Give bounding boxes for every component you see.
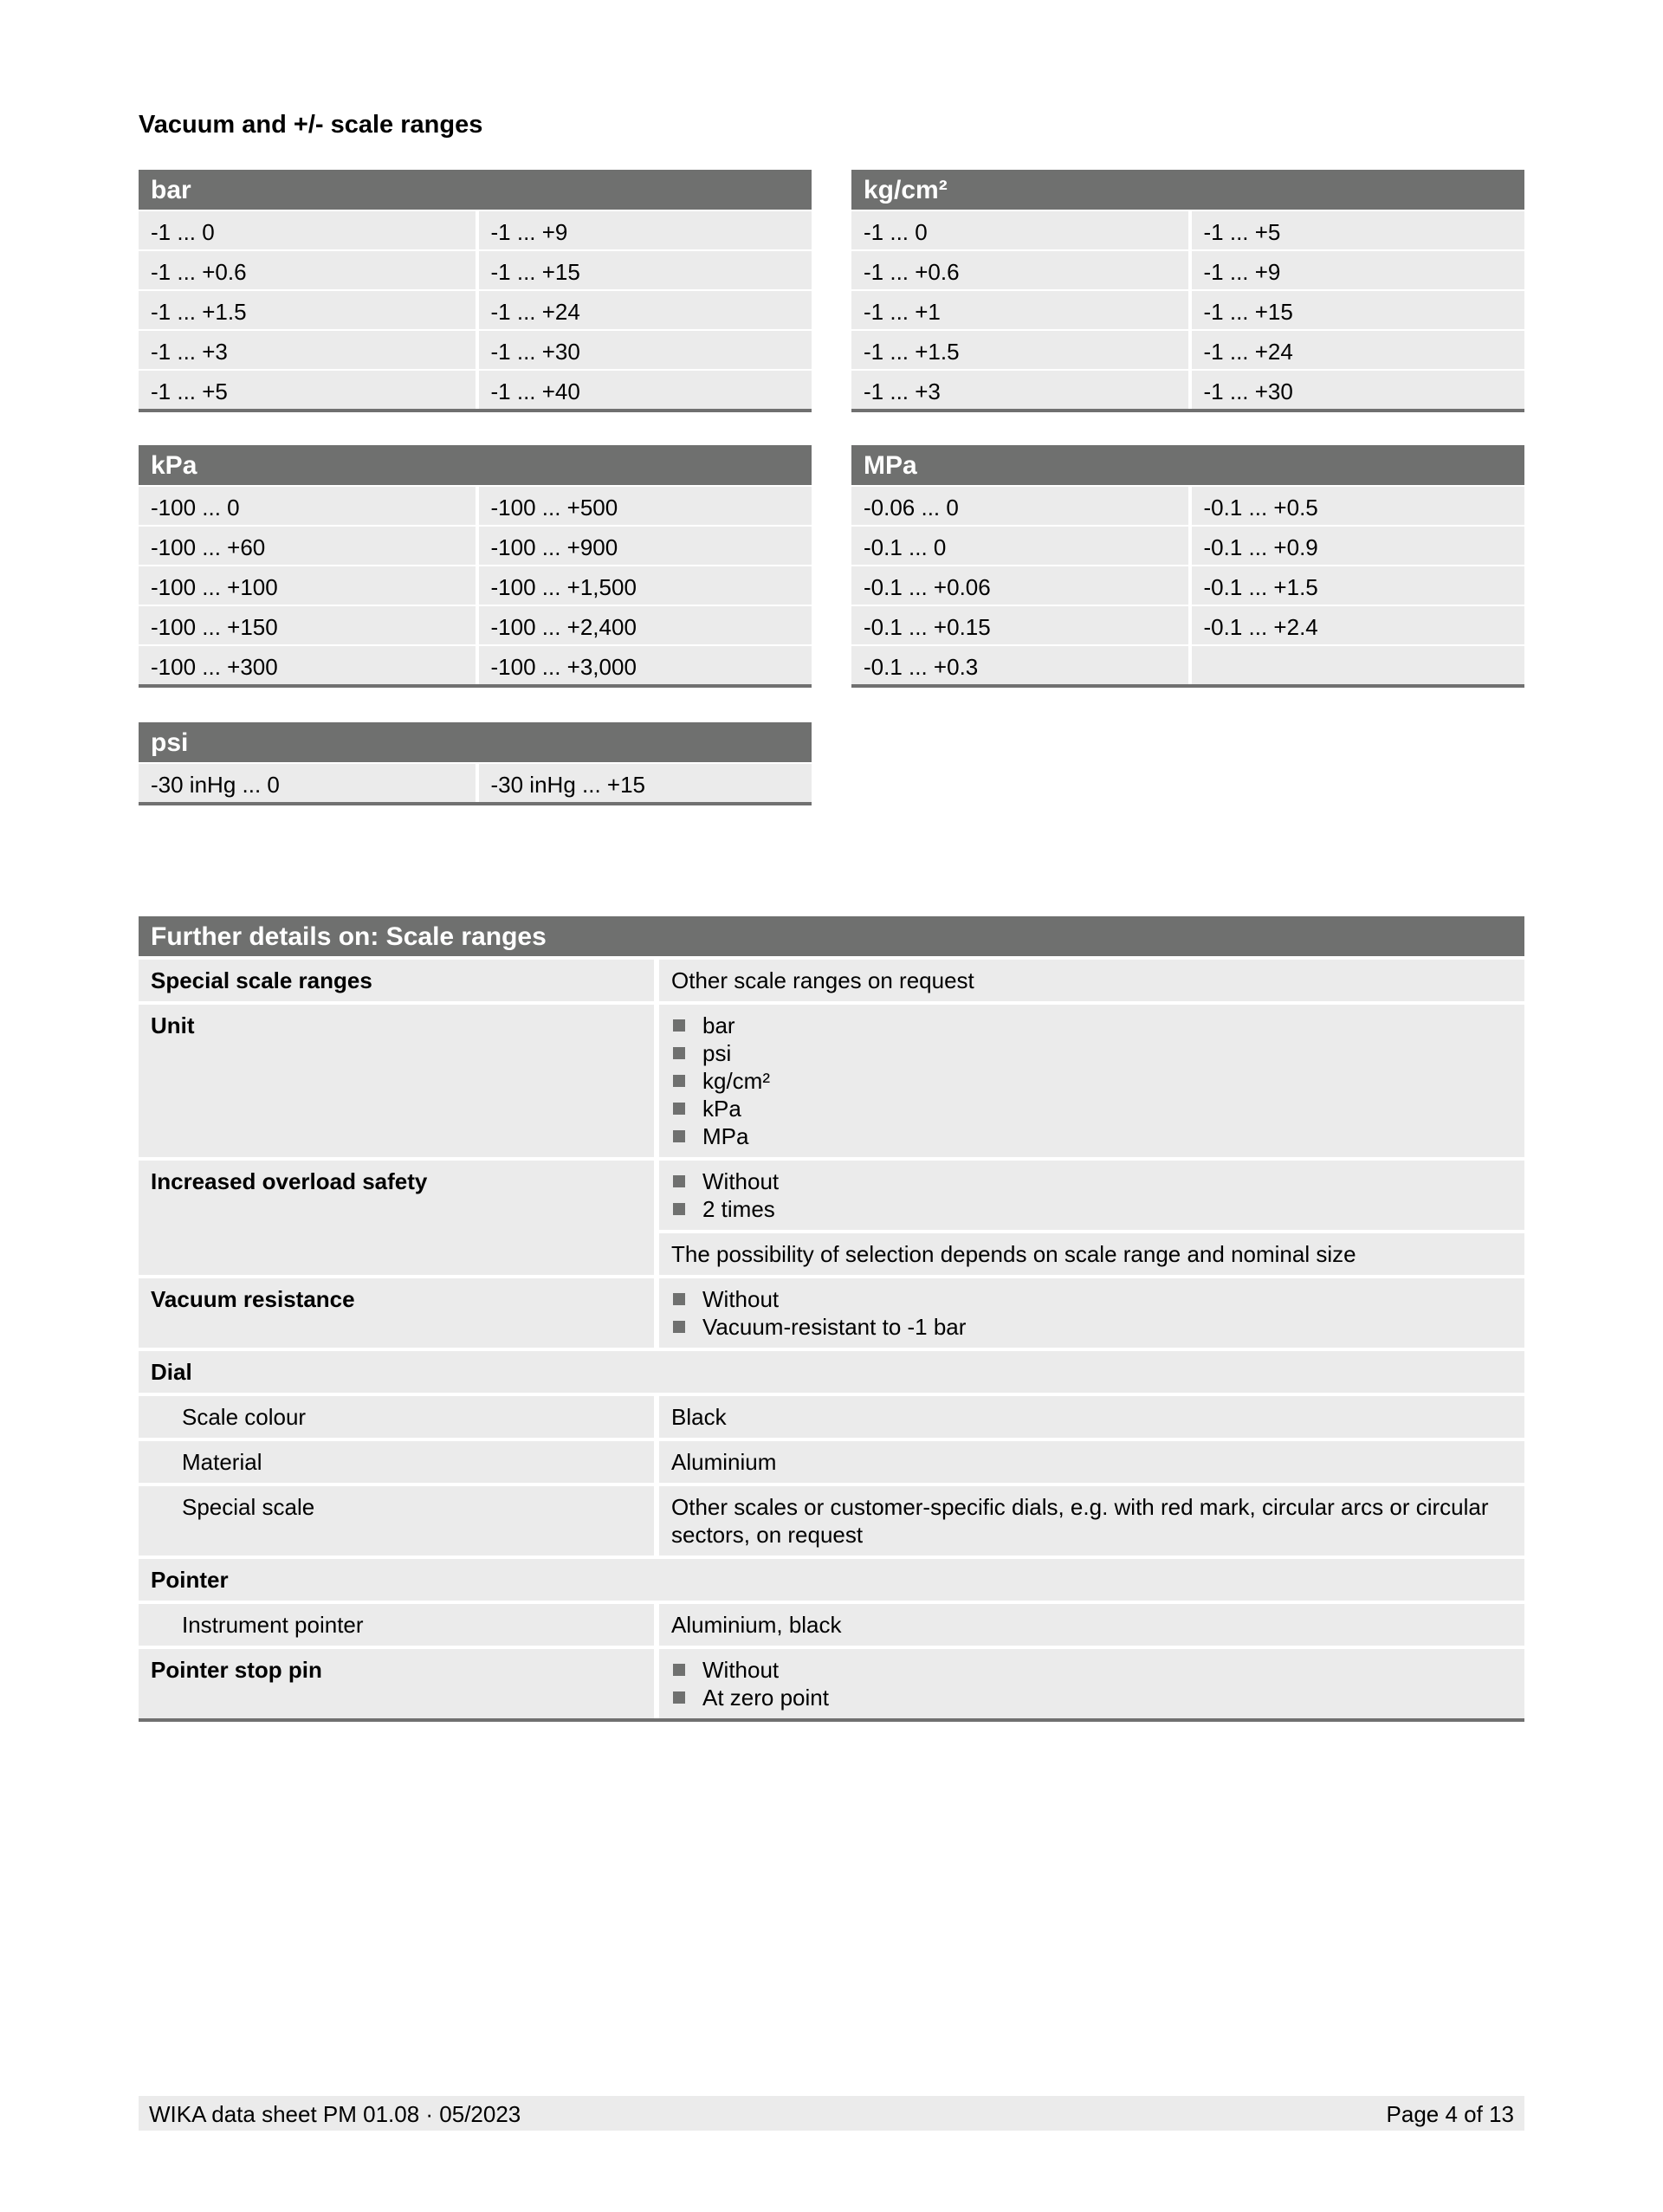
list-item xyxy=(671,1684,1512,1711)
table-row xyxy=(851,485,1524,525)
table-cell: -0.06 ... 0 xyxy=(851,485,1188,525)
details-row-instrument-pointer xyxy=(139,1601,1524,1646)
table-row xyxy=(851,329,1524,369)
list-item xyxy=(671,1067,1512,1095)
list-item-text: kg/cm² xyxy=(702,1068,770,1094)
table-row xyxy=(851,249,1524,289)
mpa-scale-table xyxy=(851,445,1524,688)
details-row-special-scale xyxy=(139,1483,1524,1556)
list-item-text: Without xyxy=(702,1657,780,1683)
psi-scale-table xyxy=(139,722,812,805)
row-label: Increased overload safety xyxy=(139,1157,654,1275)
list-item xyxy=(671,1285,1512,1313)
table-row xyxy=(851,565,1524,605)
bar-scale-table xyxy=(139,170,812,412)
table-row xyxy=(139,249,812,289)
table-cell: -1 ... +24 xyxy=(476,289,812,329)
row-value: Aluminium, black xyxy=(659,1604,1524,1646)
list-item-text: Without xyxy=(702,1168,780,1194)
table-cell: -1 ... +30 xyxy=(476,329,812,369)
table-cell: -100 ... +100 xyxy=(139,565,476,605)
list-item-text: bar xyxy=(702,1012,735,1038)
row-value xyxy=(659,1649,1524,1718)
row-value xyxy=(659,1005,1524,1157)
list-item-text: At zero point xyxy=(702,1685,829,1711)
row-value: Aluminium xyxy=(659,1441,1524,1483)
table-cell: -100 ... +2,400 xyxy=(476,605,812,644)
table-cell: -0.1 ... +0.15 xyxy=(851,605,1188,644)
bullet-square-icon xyxy=(673,1203,685,1215)
table-cell: -1 ... +3 xyxy=(139,329,476,369)
list-item xyxy=(671,1095,1512,1122)
bullet-square-icon xyxy=(673,1019,685,1032)
table-cell: -1 ... +40 xyxy=(476,369,812,409)
table-cell: -0.1 ... +0.06 xyxy=(851,565,1188,605)
table-cell: -1 ... +15 xyxy=(476,249,812,289)
row-value: Other scales or customer-specific dials, e.g. with red mark, circular arcs or circular sectors, on request xyxy=(659,1486,1524,1556)
table-cell: -100 ... 0 xyxy=(139,485,476,525)
page-footer xyxy=(139,2096,1524,2131)
table-cell: -100 ... +300 xyxy=(139,644,476,684)
row-label: Special scale xyxy=(139,1483,654,1556)
row-value-cell xyxy=(654,956,1524,1001)
bullet-square-icon xyxy=(673,1321,685,1333)
table-row xyxy=(851,210,1524,249)
list-item-text: kPa xyxy=(702,1096,741,1122)
section-label: Dial xyxy=(139,1348,1524,1393)
table-cell: -30 inHg ... +15 xyxy=(476,762,812,802)
row-label: Special scale ranges xyxy=(139,956,654,1001)
row-value-cell xyxy=(654,1275,1524,1348)
table-cell: -1 ... +1.5 xyxy=(851,329,1188,369)
table-cell: -1 ... +15 xyxy=(1188,289,1525,329)
table-cell: -0.1 ... +0.3 xyxy=(851,644,1188,684)
details-row-dial xyxy=(139,1348,1524,1393)
details-row-pointer-stop-pin xyxy=(139,1646,1524,1718)
details-row-unit xyxy=(139,1001,1524,1157)
row-value-cell xyxy=(654,1646,1524,1718)
bullet-square-icon xyxy=(673,1175,685,1187)
row-value-cell xyxy=(654,1601,1524,1646)
row-note: The possibility of selection depends on scale range and nominal size xyxy=(659,1230,1524,1275)
details-row-special-scale-ranges xyxy=(139,956,1524,1001)
bullet-square-icon xyxy=(673,1691,685,1704)
row-label: Pointer stop pin xyxy=(139,1646,654,1718)
details-header: Further details on: Scale ranges xyxy=(139,916,1524,956)
list-item xyxy=(671,1195,1512,1223)
row-value-cell xyxy=(654,1393,1524,1438)
details-row-scale-colour xyxy=(139,1393,1524,1438)
table-cell: -0.1 ... +2.4 xyxy=(1188,605,1525,644)
table-cell: -100 ... +150 xyxy=(139,605,476,644)
details-row-overload xyxy=(139,1157,1524,1275)
list-item-text: Vacuum-resistant to -1 bar xyxy=(702,1314,967,1340)
details-row-vacuum xyxy=(139,1275,1524,1348)
page-heading: Vacuum and +/- scale ranges xyxy=(139,111,483,139)
table-cell: -1 ... +0.6 xyxy=(851,249,1188,289)
row-value-cell xyxy=(654,1001,1524,1157)
table-cell: -0.1 ... +0.5 xyxy=(1188,485,1525,525)
list-item xyxy=(671,1167,1512,1195)
bullet-list xyxy=(671,1285,1512,1341)
kpa-scale-table xyxy=(139,445,812,688)
table-cell: -1 ... +5 xyxy=(1188,210,1525,249)
table-cell: -1 ... +9 xyxy=(476,210,812,249)
row-label: Scale colour xyxy=(139,1393,654,1438)
table-row xyxy=(851,605,1524,644)
footer-page-number: Page 4 of 13 xyxy=(1386,2101,1514,2127)
row-value-cell xyxy=(654,1438,1524,1483)
row-label: Instrument pointer xyxy=(139,1601,654,1646)
list-item-text: psi xyxy=(702,1040,732,1066)
table-row xyxy=(139,289,812,329)
table-cell: -0.1 ... +0.9 xyxy=(1188,525,1525,565)
list-item xyxy=(671,1656,1512,1684)
table-cell: -100 ... +500 xyxy=(476,485,812,525)
bullet-list xyxy=(671,1167,1512,1223)
table-cell: -1 ... +9 xyxy=(1188,249,1525,289)
row-value xyxy=(659,1278,1524,1348)
footer-document-id: WIKA data sheet PM 01.08 · 05/2023 xyxy=(149,2101,521,2127)
section-label: Pointer xyxy=(139,1556,1524,1601)
table-row xyxy=(139,762,812,802)
list-item xyxy=(671,1122,1512,1150)
bullet-square-icon xyxy=(673,1293,685,1305)
table-header: kg/cm² xyxy=(851,170,1524,210)
table-cell: -0.1 ... +1.5 xyxy=(1188,565,1525,605)
table-cell: -100 ... +900 xyxy=(476,525,812,565)
bullet-list xyxy=(671,1012,1512,1150)
table-row xyxy=(139,644,812,684)
table-header: kPa xyxy=(139,445,812,485)
table-cell xyxy=(1188,644,1525,684)
table-cell: -1 ... +24 xyxy=(1188,329,1525,369)
row-value: Black xyxy=(659,1396,1524,1438)
table-row xyxy=(851,644,1524,684)
table-cell: -100 ... +3,000 xyxy=(476,644,812,684)
bullet-square-icon xyxy=(673,1075,685,1087)
details-row-material xyxy=(139,1438,1524,1483)
table-row xyxy=(139,210,812,249)
table-cell: -100 ... +1,500 xyxy=(476,565,812,605)
table-row xyxy=(851,369,1524,409)
further-details-table xyxy=(139,916,1524,1722)
table-row xyxy=(139,605,812,644)
row-value-cell xyxy=(654,1483,1524,1556)
bullet-square-icon xyxy=(673,1103,685,1115)
table-row xyxy=(851,525,1524,565)
list-item xyxy=(671,1039,1512,1067)
table-header: MPa xyxy=(851,445,1524,485)
table-row xyxy=(139,485,812,525)
row-label: Unit xyxy=(139,1001,654,1157)
row-label: Vacuum resistance xyxy=(139,1275,654,1348)
list-item-text: Without xyxy=(702,1286,780,1312)
table-row xyxy=(139,369,812,409)
row-value: Other scale ranges on request xyxy=(659,960,1524,1001)
table-header: bar xyxy=(139,170,812,210)
details-row-pointer xyxy=(139,1556,1524,1601)
table-cell: -100 ... +60 xyxy=(139,525,476,565)
bullet-square-icon xyxy=(673,1664,685,1676)
list-item xyxy=(671,1012,1512,1039)
table-cell: -1 ... 0 xyxy=(139,210,476,249)
table-cell: -1 ... +1.5 xyxy=(139,289,476,329)
row-label: Material xyxy=(139,1438,654,1483)
table-row xyxy=(139,525,812,565)
list-item-text: 2 times xyxy=(702,1196,775,1222)
table-cell: -1 ... 0 xyxy=(851,210,1188,249)
table-row xyxy=(139,329,812,369)
bullet-square-icon xyxy=(673,1130,685,1142)
row-value xyxy=(659,1161,1524,1230)
table-cell: -1 ... +0.6 xyxy=(139,249,476,289)
table-cell: -1 ... +5 xyxy=(139,369,476,409)
table-cell: -0.1 ... 0 xyxy=(851,525,1188,565)
table-cell: -1 ... +3 xyxy=(851,369,1188,409)
table-header: psi xyxy=(139,722,812,762)
list-item-text: MPa xyxy=(702,1123,749,1149)
list-item xyxy=(671,1313,1512,1341)
bullet-list xyxy=(671,1656,1512,1711)
kgcm2-scale-table xyxy=(851,170,1524,412)
table-cell: -1 ... +1 xyxy=(851,289,1188,329)
table-row xyxy=(139,565,812,605)
table-row xyxy=(851,289,1524,329)
table-cell: -1 ... +30 xyxy=(1188,369,1525,409)
row-value-cell xyxy=(654,1157,1524,1275)
table-cell: -30 inHg ... 0 xyxy=(139,762,476,802)
bullet-square-icon xyxy=(673,1047,685,1059)
